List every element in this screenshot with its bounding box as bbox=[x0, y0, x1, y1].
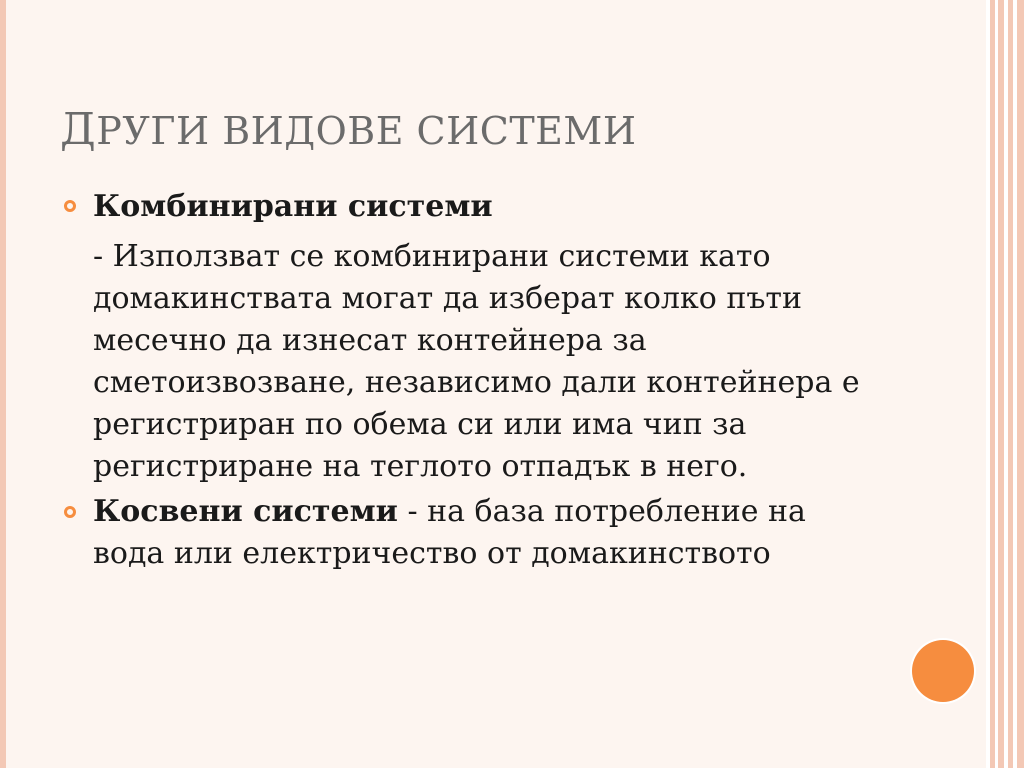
decorative-circle bbox=[912, 640, 974, 702]
bullet1-body bbox=[93, 236, 893, 488]
body-line: домакинствата могат да изберат колко пъти bbox=[93, 281, 802, 316]
bullet2-suffix: - на база потребление на bbox=[397, 494, 806, 529]
title-rest: РУГИ ВИДОВЕ СИСТЕМИ bbox=[96, 109, 637, 153]
body-line: регистриран по обема си или има чип за bbox=[93, 407, 747, 442]
slide-title bbox=[60, 104, 636, 155]
body-line: регистриране на теглото отпадък в него. bbox=[93, 449, 748, 484]
body-line: сметоизвозване, независимо дали контейнера е bbox=[93, 365, 860, 400]
body-line: - Използват се комбинирани системи като bbox=[93, 239, 771, 274]
bullet2-line2: вода или електричество от домакинството bbox=[93, 536, 771, 571]
bullet2-heading: Косвени системи bbox=[93, 494, 398, 529]
body-line: месечно да изнесат контейнера за bbox=[93, 323, 647, 358]
bullet-icon bbox=[64, 200, 76, 212]
bullet2 bbox=[93, 491, 893, 575]
bullet-icon bbox=[64, 506, 76, 518]
decorative-stripes bbox=[986, 0, 1024, 768]
title-first-letter: Д bbox=[60, 104, 97, 155]
bullet1-heading: Комбинирани системи bbox=[93, 189, 493, 224]
